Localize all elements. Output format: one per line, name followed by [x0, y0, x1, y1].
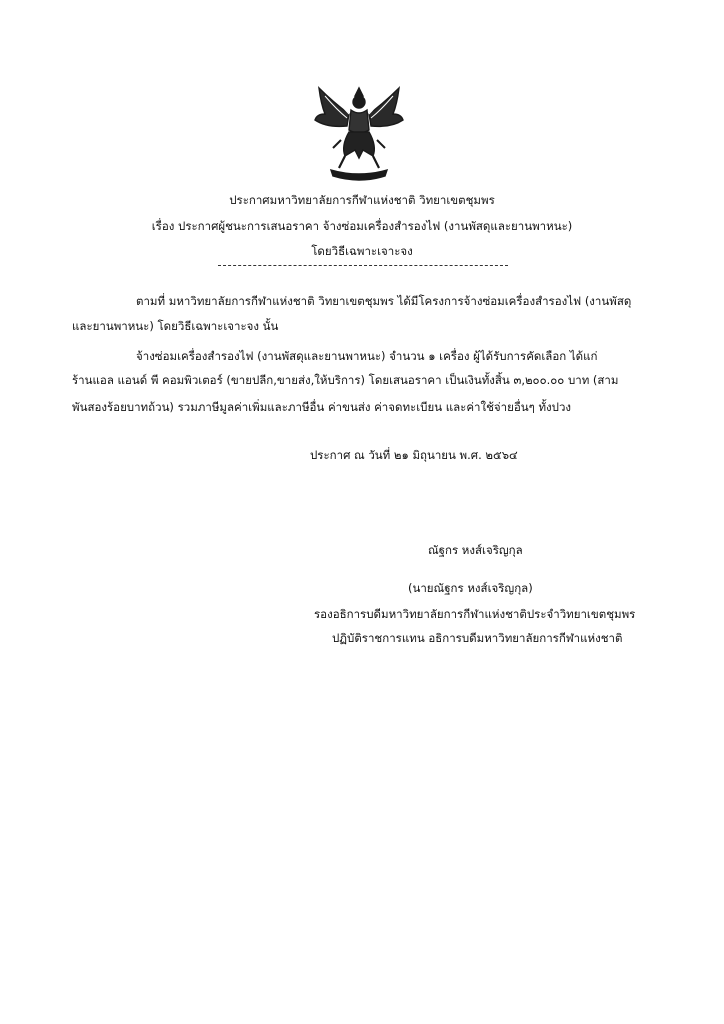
announcement-date: ประกาศ ณ วันที่ ๒๑ มิถุนายน พ.ศ. ๒๕๖๔: [310, 448, 518, 462]
signer-position-line-2: ปฏิบัติราชการแทน อธิการบดีมหาวิทยาลัยการกีฬาแห่งชาติ: [332, 631, 623, 645]
signer-position-line-1: รองอธิการบดีมหาวิทยาลัยการกีฬาแห่งชาติประจำวิทยาเขตชุมพร: [314, 607, 636, 621]
paragraph-2-line-2: ร้านแอล แอนด์ พี คอมพิวเตอร์ (ขายปลีก,ขายส่ง,ให้บริการ) โดยเสนอราคา เป็นเงินทั้งสิ้น ๓,๒๐๐.๐๐ บาท (สาม: [72, 373, 619, 387]
header-divider: [218, 265, 508, 266]
paragraph-2-line-3: พันสองร้อยบาทถ้วน) รวมภาษีมูลค่าเพิ่มและภาษีอื่น ค่าขนส่ง ค่าจดทะเบียน และค่าใช้จ่ายอื่นๆ ทั้งปวง: [72, 400, 572, 414]
paragraph-2-line-1: จ้างซ่อมเครื่องสำรองไฟ (งานพัสดุและยานพาหนะ) จำนวน ๑ เครื่อง ผู้ได้รับการคัดเลือก ได้แก่: [136, 349, 598, 363]
procurement-method: โดยวิธีเฉพาะเจาะจง: [311, 244, 413, 258]
paragraph-1-line-2: และยานพาหนะ) โดยวิธีเฉพาะเจาะจง นั้น: [72, 319, 279, 333]
garuda-emblem-icon: [311, 84, 407, 184]
announcement-title: ประกาศมหาวิทยาลัยการกีฬาแห่งชาติ วิทยาเขตชุมพร: [229, 193, 495, 207]
signer-printed-name: (นายณัฐกร หงส์เจริญกุล): [408, 581, 533, 595]
paragraph-1-line-1: ตามที่ มหาวิทยาลัยการกีฬาแห่งชาติ วิทยาเขตชุมพร ได้มีโครงการจ้างซ่อมเครื่องสำรองไฟ (งานพัสดุ: [136, 294, 632, 308]
announcement-subject: เรื่อง ประกาศผู้ชนะการเสนอราคา จ้างซ่อมเครื่องสำรองไฟ (งานพัสดุและยานพาหนะ): [151, 219, 573, 233]
signature: ณัฐกร หงส์เจริญกุล: [428, 543, 523, 557]
